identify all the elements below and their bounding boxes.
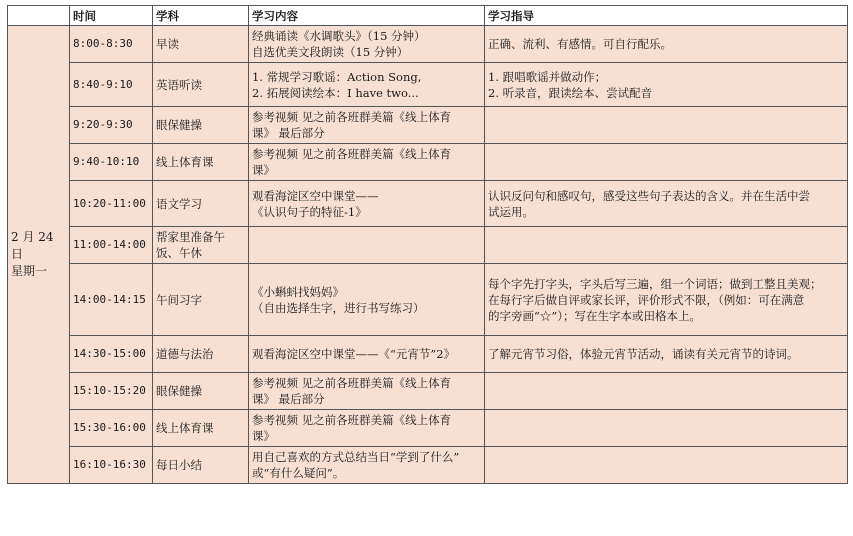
subject-cell: 语文学习: [153, 181, 249, 227]
header-subject: 学科: [153, 6, 249, 26]
guide-cell: [485, 447, 848, 484]
header-content: 学习内容: [249, 6, 485, 26]
guide-line: 试运用。: [488, 204, 534, 219]
content-cell: [249, 264, 485, 336]
content-line: 《小蝌蚪找妈妈》: [252, 284, 344, 299]
content-line: 参考视频 见之前各班群美篇《线上体育: [252, 147, 452, 161]
guide-line: 认识反问句和感叹句，感受这些句子表达的含义。并在生活中尝: [488, 188, 810, 203]
header-guide: 学习指导: [485, 6, 848, 26]
guide-line: 了解元宵节习俗，体验元宵节活动，诵读有关元宵节的诗词。: [488, 347, 799, 361]
schedule-table: [7, 5, 848, 484]
time-cell: 9:40-10:10: [70, 144, 153, 181]
time-cell: 15:10-15:20: [70, 373, 153, 410]
content-cell: [249, 227, 485, 264]
content-line: 用自己喜欢的方式总结当日“学到了什么”: [252, 450, 460, 464]
content-cell: [249, 26, 485, 63]
subject-cell: 线上体育课: [153, 144, 249, 181]
guide-line: 在每行字后做自评或家长评，评价形式不限，（例如：可在满意: [488, 292, 805, 307]
content-cell: [249, 181, 485, 227]
subject-cell: 每日小结: [153, 447, 249, 484]
content-line: 课》 最后部分: [252, 392, 325, 406]
subject-cell: 线上体育课: [153, 410, 249, 447]
content-cell: [249, 336, 485, 373]
subject-cell: 帮家里准备午饭、午休: [153, 227, 249, 264]
table-row: [8, 336, 848, 373]
guide-cell: [485, 144, 848, 181]
time-cell: 9:20-9:30: [70, 107, 153, 144]
table-row: [8, 410, 848, 447]
content-cell: [249, 373, 485, 410]
subject-cell: 道德与法治: [153, 336, 249, 373]
table-row: [8, 264, 848, 336]
table-row: [8, 26, 848, 63]
table-row: [8, 373, 848, 410]
content-line: 观看海淀区空中课堂——: [252, 188, 379, 203]
time-cell: 8:00-8:30: [70, 26, 153, 63]
content-line: 课》 最后部分: [252, 126, 325, 140]
time-cell: 11:00-14:00: [70, 227, 153, 264]
content-line: 经典诵读《水调歌头》（15 分钟）: [252, 29, 426, 43]
content-line: 参考视频 见之前各班群美篇《线上体育: [252, 376, 452, 390]
content-line: 或“有什么疑问”。: [252, 466, 345, 480]
content-cell: [249, 447, 485, 484]
table-row: [8, 144, 848, 181]
guide-line: 2. 听录音，跟读绘本、尝试配音: [488, 85, 653, 100]
table-row: [8, 107, 848, 144]
guide-cell: [485, 227, 848, 264]
time-cell: 14:30-15:00: [70, 336, 153, 373]
guide-cell: [485, 336, 848, 373]
guide-cell: [485, 63, 848, 107]
content-line: 观看海淀区空中课堂——《“元宵节”2》: [252, 347, 456, 361]
content-line: （自由选择生字，进行书写练习）: [252, 300, 425, 315]
schedule-page: [7, 5, 848, 484]
guide-cell: [485, 107, 848, 144]
subject-cell: 午间习字: [153, 264, 249, 336]
content-line: 2. 拓展阅读绘本：I have two...: [252, 85, 419, 100]
header-corner: [8, 6, 70, 26]
date-cell: [8, 26, 70, 484]
subject-cell: 早读: [153, 26, 249, 63]
guide-cell: [485, 181, 848, 227]
content-line: 课》: [252, 163, 275, 177]
content-line: 自选优美文段朗读（15 分钟）: [252, 45, 409, 59]
date-text: 2 月 24 日: [11, 230, 54, 261]
time-cell: 16:10-16:30: [70, 447, 153, 484]
content-line: 参考视频 见之前各班群美篇《线上体育: [252, 413, 452, 427]
table-row: [8, 63, 848, 107]
table-row: [8, 447, 848, 484]
content-cell: [249, 410, 485, 447]
header-time: 时间: [70, 6, 153, 26]
guide-line: 的字旁画“☆”）；写在生字本或田格本上。: [488, 308, 702, 323]
time-cell: 10:20-11:00: [70, 181, 153, 227]
guide-cell: [485, 264, 848, 336]
table-row: [8, 227, 848, 264]
guide-cell: [485, 26, 848, 63]
content-line: 课》: [252, 429, 275, 443]
subject-cell: 眼保健操: [153, 107, 249, 144]
content-line: 《认识句子的特征-1》: [252, 204, 367, 219]
time-cell: 14:00-14:15: [70, 264, 153, 336]
time-cell: 8:40-9:10: [70, 63, 153, 107]
subject-cell: 英语听读: [153, 63, 249, 107]
guide-line: 每个字先打字头，字头后写三遍，组一个词语；做到工整且美观；: [488, 276, 822, 291]
header-row: [8, 6, 848, 26]
guide-cell: [485, 373, 848, 410]
content-line: 1. 常规学习歌谣：Action Song,: [252, 69, 422, 84]
content-cell: [249, 107, 485, 144]
content-line: 参考视频 见之前各班群美篇《线上体育: [252, 110, 452, 124]
subject-cell: 眼保健操: [153, 373, 249, 410]
guide-cell: [485, 410, 848, 447]
guide-line: 正确、流利、有感情。可自行配乐。: [488, 37, 672, 51]
content-cell: [249, 63, 485, 107]
time-cell: 15:30-16:00: [70, 410, 153, 447]
weekday-text: 星期一: [11, 264, 48, 278]
guide-line: 1. 跟唱歌谣并做动作；: [488, 69, 607, 84]
table-row: [8, 181, 848, 227]
content-cell: [249, 144, 485, 181]
